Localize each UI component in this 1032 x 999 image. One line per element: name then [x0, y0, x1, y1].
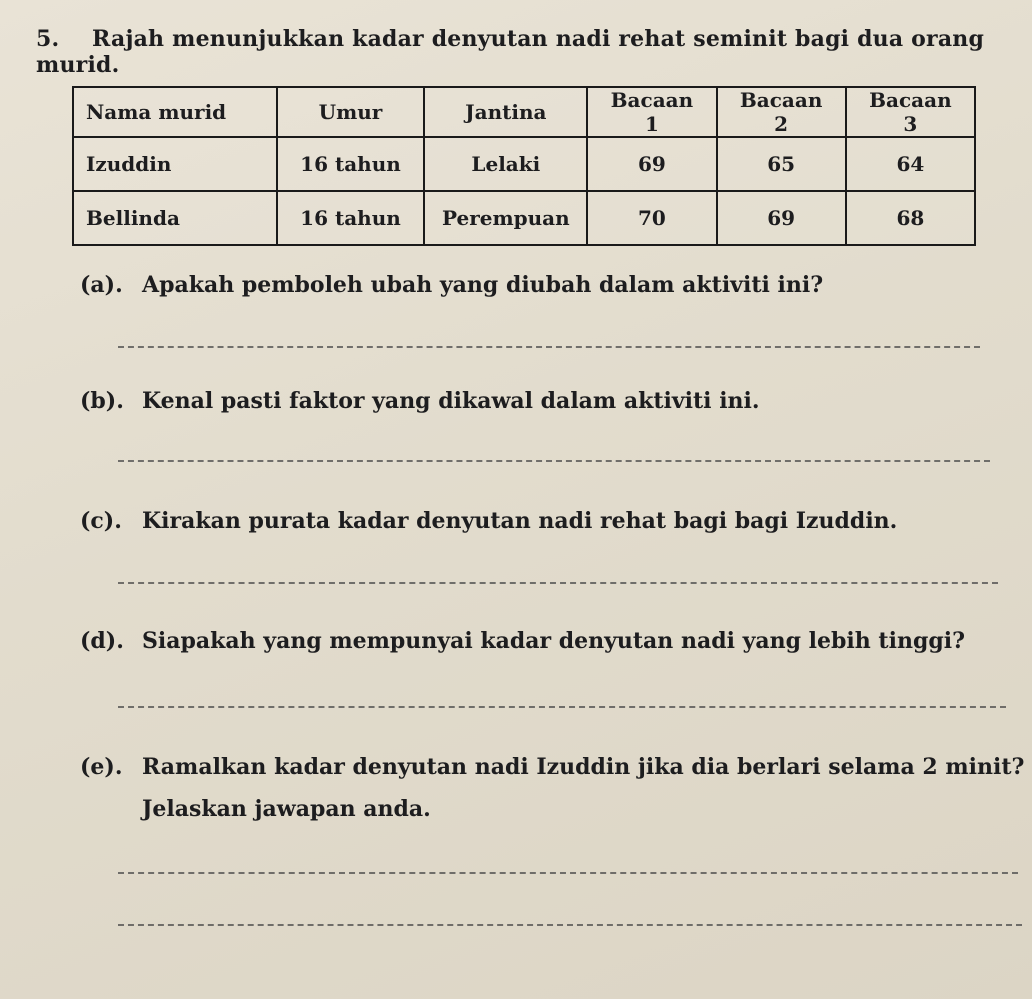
sub-question-a	[80, 272, 823, 298]
sub-question-d-label: (d).	[80, 628, 124, 654]
pulse-data-table	[72, 86, 976, 246]
header-bacaan-1: Bacaan 1	[587, 87, 716, 137]
cell-name: Izuddin	[73, 137, 277, 191]
cell-reading-1: 70	[587, 191, 716, 245]
answer-line-b[interactable]	[118, 460, 990, 462]
cell-reading-2: 69	[717, 191, 846, 245]
header-bacaan-3: Bacaan 3	[846, 87, 975, 137]
sub-question-e-continuation: Jelaskan jawapan anda.	[142, 796, 431, 822]
sub-question-b	[80, 388, 760, 414]
sub-question-b-label: (b).	[80, 388, 124, 414]
sub-question-e	[80, 754, 1024, 780]
sub-question-d	[80, 628, 965, 654]
sub-question-e-label: (e).	[80, 754, 123, 780]
cell-age: 16 tahun	[277, 137, 425, 191]
cell-reading-3: 68	[846, 191, 975, 245]
question-header	[36, 26, 1032, 78]
sub-question-c-label: (c).	[80, 508, 122, 534]
answer-line-e-1[interactable]	[118, 872, 1018, 874]
cell-gender: Perempuan	[424, 191, 587, 245]
header-nama-murid: Nama murid	[73, 87, 277, 137]
sub-question-c-text: Kirakan purata kadar denyutan nadi rehat bagi bagi Izuddin.	[142, 508, 898, 534]
cell-name: Bellinda	[73, 191, 277, 245]
cell-gender: Lelaki	[424, 137, 587, 191]
sub-question-b-text: Kenal pasti faktor yang dikawal dalam aktiviti ini.	[142, 388, 760, 414]
sub-question-a-label: (a).	[80, 272, 123, 298]
cell-age: 16 tahun	[277, 191, 425, 245]
table-row	[73, 191, 975, 245]
question-number: 5.	[36, 26, 60, 52]
answer-line-e-2[interactable]	[118, 924, 1022, 926]
sub-question-e-text: Ramalkan kadar denyutan nadi Izuddin jika dia berlari selama 2 minit?	[142, 754, 1025, 780]
sub-question-d-text: Siapakah yang mempunyai kadar denyutan nadi yang lebih tinggi?	[142, 628, 965, 654]
sub-question-c	[80, 508, 897, 534]
answer-line-a[interactable]	[118, 346, 980, 348]
table-row	[73, 137, 975, 191]
cell-reading-3: 64	[846, 137, 975, 191]
table-header-row	[73, 87, 975, 137]
header-umur: Umur	[277, 87, 425, 137]
answer-line-d[interactable]	[118, 706, 1006, 708]
sub-question-a-text: Apakah pemboleh ubah yang diubah dalam aktiviti ini?	[142, 272, 824, 298]
header-jantina: Jantina	[424, 87, 587, 137]
answer-line-c[interactable]	[118, 582, 998, 584]
header-bacaan-2: Bacaan 2	[717, 87, 846, 137]
cell-reading-2: 65	[717, 137, 846, 191]
question-text: Rajah menunjukkan kadar denyutan nadi rehat seminit bagi dua orang murid.	[36, 26, 985, 78]
cell-reading-1: 69	[587, 137, 716, 191]
